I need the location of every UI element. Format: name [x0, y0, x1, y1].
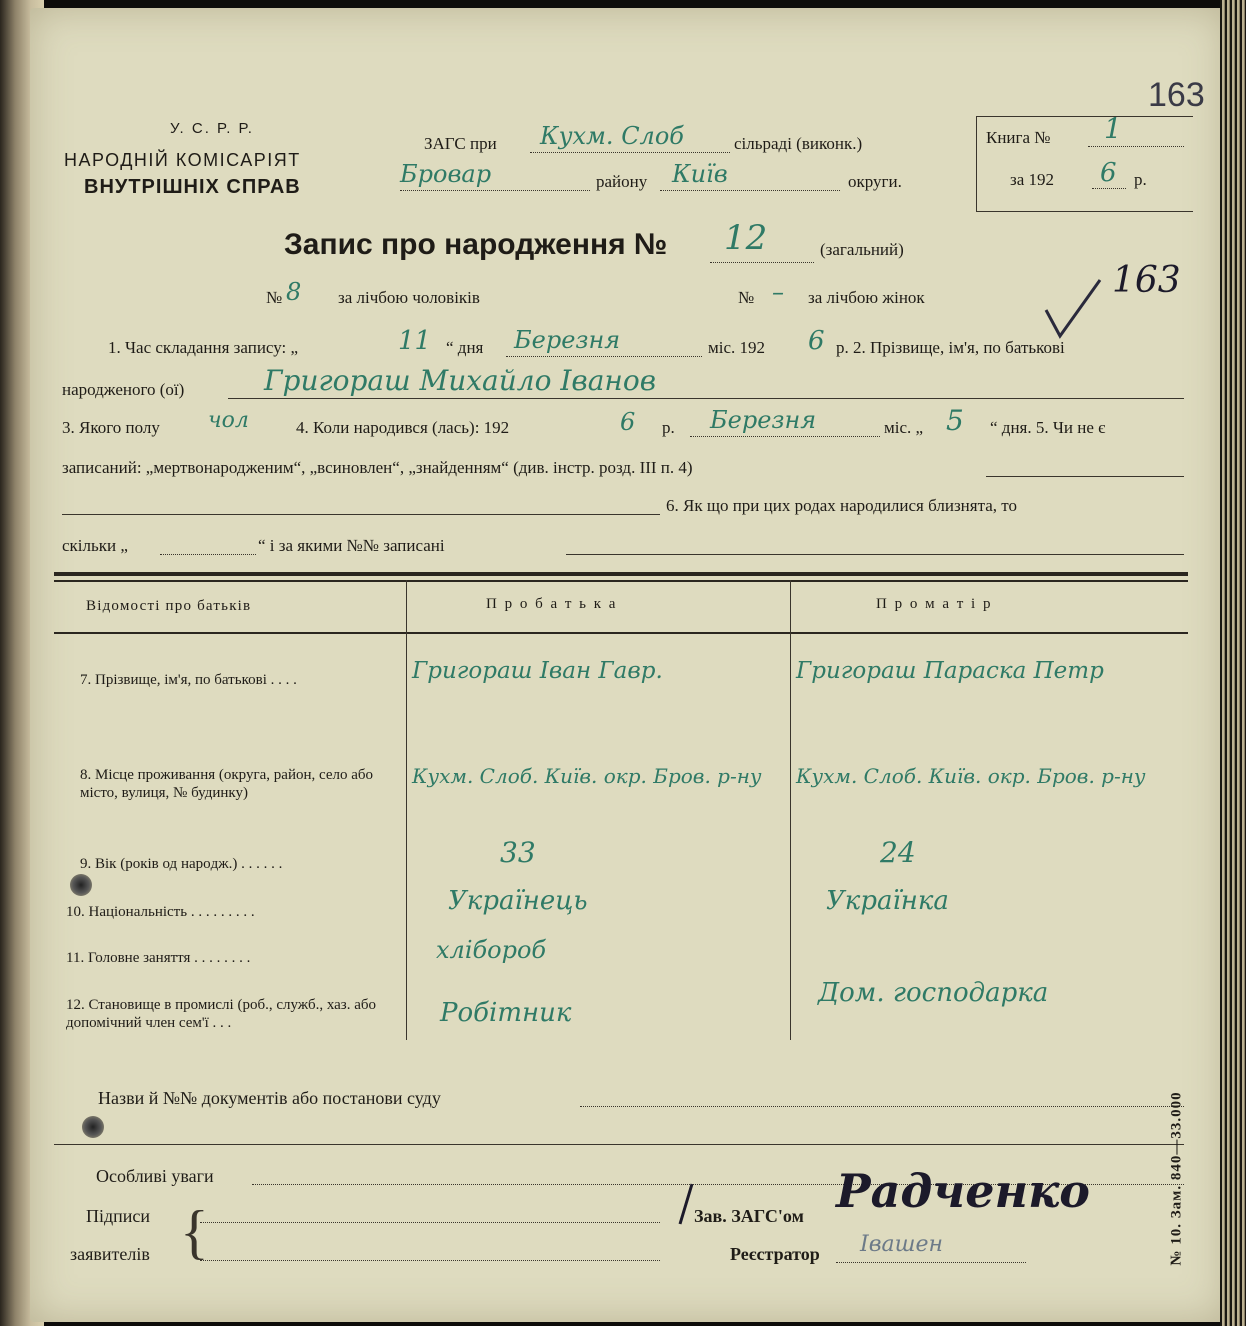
stillborn-question: записаний: „мертвонародженим“, „всиновлен“, „знайденням“ (див. інстр. розд. III п. 4)	[62, 458, 693, 477]
documents-label: Назви й №№ документів або постанови суду	[98, 1088, 441, 1108]
mother-nationality-hw: Українка	[826, 886, 949, 916]
female-count-prefix: №	[738, 288, 755, 307]
mother-status-hw: Дом. господарка	[818, 978, 1049, 1008]
field1-label: 1. Час складання запису: „	[108, 338, 299, 357]
record-day-hw: 11	[398, 326, 432, 356]
record-number-hw: 12	[724, 218, 768, 258]
registrar-signature: Івашен	[860, 1232, 943, 1257]
zags-district-hw: Бровар	[400, 160, 492, 188]
mother-age-hw: 24	[880, 836, 916, 869]
row8-label: 8. Місце проживання (округа, район, село або місто, вулиця, № будинку)	[80, 767, 374, 801]
twins-count-label: скільки „	[62, 536, 128, 555]
row11-label: 11. Головне заняття . . . . . . . .	[66, 950, 251, 966]
zags-prefix: ЗАГС при	[424, 134, 497, 153]
child-name-hw: Григораш Михайло Іванов	[264, 364, 656, 397]
birth-date-label: 4. Коли народився (лась): 192	[296, 418, 510, 437]
book-year-prefix: за 192	[1010, 170, 1055, 189]
father-nationality-hw: Українець	[448, 886, 588, 916]
binding-hole-bottom	[82, 1116, 104, 1138]
commissariat-line1: НАРОДНІЙ КОМІСАРІЯТ	[64, 150, 301, 170]
birth-year-suffix: р.	[662, 418, 675, 437]
table-header-father: П р о б а т ь к а	[486, 596, 618, 612]
republic-label: У. С. Р. Р.	[170, 120, 254, 137]
sex-hw: чол	[208, 408, 249, 433]
notes-label: Особливі уваги	[96, 1166, 214, 1186]
book-label: Книга №	[986, 128, 1051, 147]
father-status-hw: Робітник	[440, 998, 572, 1028]
male-count-prefix: №	[266, 288, 283, 307]
birth-month-suffix: міс. „	[884, 418, 924, 437]
female-count-label: за лічбою жінок	[808, 288, 925, 307]
female-count-hw: –	[772, 278, 784, 306]
table-header-info: Відомості про батьків	[86, 598, 252, 614]
twins-question: 6. Як що при цих родах народилися близнята, то	[666, 496, 1017, 515]
mother-name-hw: Григораш Параска Петр	[796, 658, 1104, 684]
zags-head-signature: Радченко	[836, 1164, 1090, 1218]
sex-label: 3. Якого полу	[62, 418, 160, 437]
book-number-hw: 1	[1104, 112, 1122, 145]
father-residence-hw: Кухм. Слоб. Київ. окр. Бров. р-ну	[412, 764, 762, 788]
side-print-label: № 10. Зам. 840—33.000	[1168, 1091, 1185, 1266]
zags-village-hw: Кухм. Слоб	[540, 122, 684, 150]
zags-okrug-hw: Київ	[672, 160, 728, 188]
father-name-hw: Григораш Іван Гавр.	[412, 658, 663, 684]
margin-number-hw: 163	[1112, 260, 1181, 301]
page-number-stamp: 163	[1148, 76, 1205, 114]
father-occupation-hw: хлібороб	[436, 936, 547, 964]
field5-label: “ дня. 5. Чи не є	[990, 418, 1106, 437]
page-edges	[1220, 0, 1246, 1326]
birth-month-hw: Березня	[710, 406, 817, 434]
commissariat-line2: ВНУТРІШНІХ СПРАВ	[84, 176, 301, 198]
book-year-hw: 6	[1100, 158, 1117, 188]
binding-hole-top	[70, 874, 92, 896]
zags-head-label: Зав. ЗАГС'ом	[694, 1206, 804, 1226]
record-title: Запис про народження №	[284, 228, 668, 261]
birth-year-hw: 6	[620, 408, 636, 436]
twins-numbers-label: “ і за якими №№ записані	[258, 536, 445, 555]
row9-label: 9. Вік (років од нарoдж.) . . . . . .	[80, 856, 283, 872]
table-top-rule	[54, 572, 1188, 576]
record-title-suffix: (загальний)	[820, 240, 904, 259]
field1-day-suffix: “ дня	[446, 338, 484, 357]
signatures-label-2: заявителів	[70, 1244, 150, 1264]
child-name-label: народженого (ої)	[62, 380, 185, 399]
signatures-label-1: Підписи	[86, 1206, 151, 1226]
record-month-hw: Березня	[514, 326, 621, 354]
row10-label: 10. Національність . . . . . . . . .	[66, 904, 255, 920]
row12-label: 12. Становище в промислі (роб., служб., хаз. або допомічний член сем'ї . . .	[66, 997, 376, 1031]
table-header-mother: П р о м а т і р	[876, 596, 993, 612]
mother-residence-hw: Кухм. Слоб. Київ. окр. Бров. р-ну	[796, 764, 1146, 788]
book-year-suffix: р.	[1134, 170, 1147, 189]
male-count-hw: 8	[286, 278, 302, 306]
row7-label: 7. Прізвище, ім'я, по батькові . . . .	[80, 672, 297, 688]
zags-okrug-label: округи.	[848, 172, 902, 191]
brace-icon: {	[180, 1199, 209, 1265]
male-count-label: за лічбою чоловіків	[338, 288, 480, 307]
birth-day-hw: 5	[946, 404, 964, 437]
father-age-hw: 33	[500, 836, 536, 869]
record-year-hw: 6	[808, 326, 825, 356]
zags-village-suffix: сільраді (виконк.)	[734, 134, 863, 153]
registrar-label: Реєстратор	[730, 1244, 820, 1264]
field1-year-prefix: міс. 192	[708, 338, 766, 357]
zags-district-label: району	[596, 172, 648, 191]
field2-label: р. 2. Прізвище, ім'я, по батькові	[836, 338, 1065, 357]
